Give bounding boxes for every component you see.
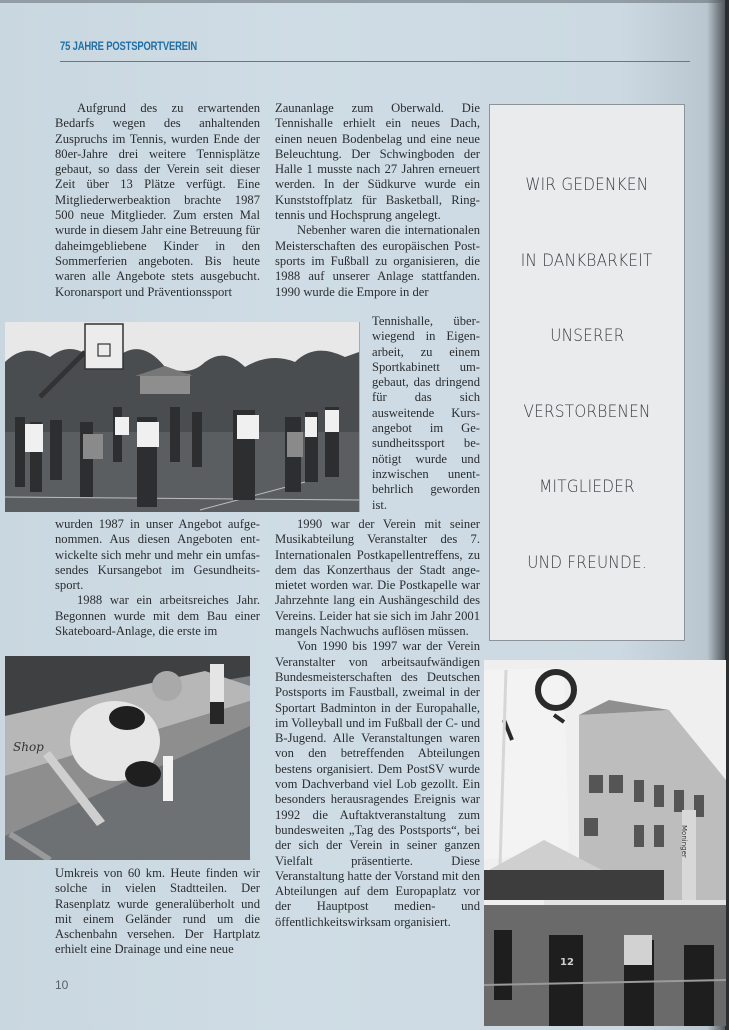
paragraph: wurden 1987 in unser Angebot aufgenommen. Aus diesen Angeboten entwickelte sich mehr und mehr ein umfassendes Kursangebot im Gesundheitssport. — [55, 517, 260, 593]
paragraph: Von 1990 bis 1997 war der Verein Veranstalter von arbeitsaufwändigen Bundesmeisterschaften des Deutschen Postsports im Faustball, zweimal in der Sportart Badminton in der Europahalle, im Volleyball und im Fußball der C- und B-Jugend. Alle Veranstaltungen waren von den betreffenden Abteilungen bestens organisiert. Dem PostSV wurde vom Dachverband viel Lob gezollt. Ein besonders herausragendes Ereignis war 1992 die Auftaktveranstaltung zum bundesweiten „Tag des Postsports“, bei der sich der Verein in seiner ganzen Vielfalt präsentierte. Diese Veranstaltung hatte der Vorstand mit den Abteilungen auf dem Europaplatz vor der Hauptpost medien- und öffentlichkeitswirksam organisiert. — [275, 639, 480, 929]
paragraph: Umkreis von 60 km. Heute finden wir solche in vielen Stadtteilen. Der Rasenplatz wurde generalüberholt und mit einem Geländer rund um die Aschenbahn versehen. Der Hartplatz erhielt eine Drainage und eine neue — [55, 866, 260, 957]
article-column-b-2 — [372, 314, 480, 513]
graffiti-text: Shop — [13, 740, 44, 754]
memorial-line: IN DANKBARKEIT — [521, 250, 653, 270]
memorial-line: UND FREUNDE. — [527, 552, 647, 572]
building-sign-text: Moninger — [680, 825, 688, 858]
paragraph: Nebenher waren die internationalen Meisterschaften des europäischen Postsports im Fußball zu organisieren, die 1988 auf unserer Anlage stattfanden. 1990 wurde die Empore in der — [275, 223, 480, 299]
article-column-a-2 — [55, 517, 260, 639]
article-column-a-3 — [55, 866, 260, 958]
memorial-line: MITGLIEDER — [539, 477, 635, 497]
article-column-b-3 — [275, 517, 480, 930]
paragraph: Aufgrund des zu erwartenden Bedarfs wegen des anhaltenden Zuspruchs im Tennis, wurden Ende der 80er-Jahre drei weitere Tennisplätze gebaut, so dass der Verein seit dieser Zeit über 13 Plätze verfügt. Eine Mitgliederwerbeaktion brachte 1987 500 neue Mitglieder. Zum ersten Mal wurde in diesem Jahr eine Betreuung für daheimgebliebene Kinder in den Sommerferien angeboten. Bis heute waren alle Angebote stets ausgebucht. Koronarsport und Präventionssport — [55, 101, 260, 299]
paragraph: 1988 war ein arbeitsreiches Jahr. Begonnen wurde mit dem Bau einer Skateboard-Anlage, die erste im — [55, 593, 260, 639]
article-column-b-1 — [275, 101, 480, 300]
memorial-box — [489, 104, 685, 641]
scan-top-edge — [0, 0, 729, 3]
page-number: 10 — [55, 978, 69, 992]
photo-skateboarder — [5, 656, 250, 860]
running-head-title: 75 JAHRE POSTSPORTVEREIN — [60, 41, 198, 53]
photo-gymnastics-group — [5, 322, 360, 512]
memorial-line: WIR GEDENKEN — [525, 175, 649, 195]
memorial-line: VERSTORBENEN — [523, 401, 651, 421]
photo-europaplatz-event — [484, 660, 726, 1026]
memorial-line: UNSERER — [549, 326, 625, 346]
paragraph: Tennishalle, überwiegend in Eigenarbeit, zu einem Sportkabinett umgebaut, das dringend für das sich ausweitende Kursangebot im Gesundheitssport benötigt wurde und inzwischen unentbehrlich geworden ist. — [372, 314, 480, 512]
article-column-a-1 — [55, 101, 260, 300]
paragraph: Zaunanlage zum Oberwald. Die Tennishalle erhielt ein neues Dach, einen neuen Bodenbelag und eine neue Beleuchtung. Der Schwingboden der Halle 1 musste nach 27 Jahren erneuert werden. In der Südkurve wurde ein Kunststoffplatz für Basketball, Ringtennis und Hochsprung angelegt. — [275, 101, 480, 223]
paragraph: 1990 war der Verein mit seiner Musikabteilung Veranstalter des 7. Internationalen Postkapellentreffens, zu dem das Konzerthaus der Stadt angemietet worden war. Die Postkapelle war Jahrzehnte lang ein Aushängeschild des Vereins. Leider hat sie sich im Jahr 2001 mangels Nachwuchs auflösen müssen. — [275, 517, 480, 639]
shirt-number-text: 12 — [560, 957, 574, 968]
header-rule — [60, 61, 690, 62]
